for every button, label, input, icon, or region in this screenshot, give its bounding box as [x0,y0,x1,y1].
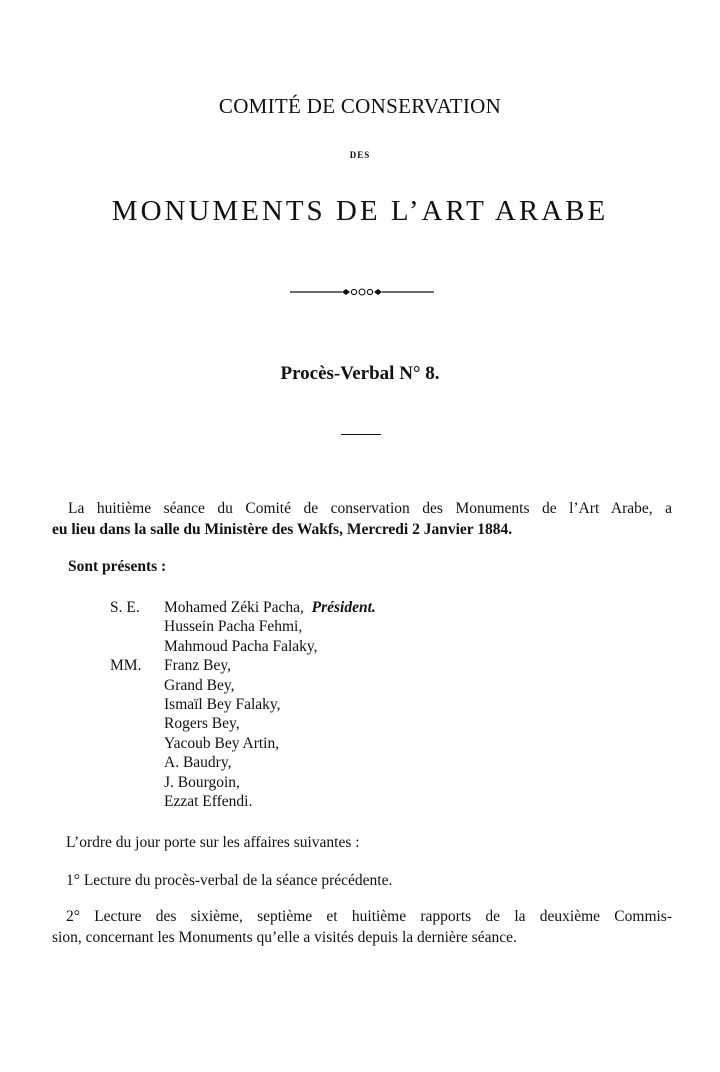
committee-title-line2: DES [349,150,371,160]
member-title [110,714,164,733]
agenda-item-2-line-1: 2° Lecture des sixième, septième et huitième rapports de la deuxième Commis- [66,908,672,925]
member-row [110,637,376,656]
member-row [110,792,376,811]
member-title: MM. [110,657,142,675]
intro-line-2: eu lieu dans la salle du Ministère des Wakfs, Mercredi 2 Janvier 1884. [52,521,513,538]
member-title [110,773,164,792]
member-row [110,617,376,636]
agenda-item-2-line-2: sion, concernant les Monuments qu’elle a visités depuis la dernière séance. [52,929,517,946]
member-name: Mahmoud Pacha Falaky, [164,637,318,655]
agenda-intro: L’ordre du jour porte sur les affaires suivantes : [66,834,360,851]
member-title [110,617,164,636]
agenda-item-2 [52,906,672,948]
member-name: Rogers Bey, [164,715,240,733]
agenda-item-1: 1° Lecture du procès-verbal de la séance précédente. [66,872,393,889]
member-row [110,753,376,772]
member-name: Mohamed Zéki Pacha, Président. [164,599,376,616]
member-title [110,637,164,656]
member-row [110,714,376,733]
present-label: Sont présents : [68,558,167,575]
member-title [110,734,164,753]
ornament-divider [290,286,434,298]
member-name: Ismaïl Bey Falaky, [164,696,281,714]
member-title [110,676,164,695]
member-row [110,676,376,695]
member-name: Franz Bey, [164,657,232,675]
intro-paragraph [52,498,672,540]
member-row [110,598,376,617]
member-name: Yacoub Bey Artin, [164,734,280,752]
member-name: Grand Bey, [164,676,235,694]
member-row [110,656,376,675]
short-divider [341,434,381,435]
member-row [110,695,376,714]
member-row [110,734,376,753]
member-role: Président. [311,599,376,616]
member-name: A. Baudry, [164,754,232,772]
member-name: J. Bourgoin, [164,773,240,791]
intro-line-1: La huitième séance du Comité de conservation des Monuments de l’Art Arabe, a [68,500,672,517]
committee-title-line3: MONUMENTS DE L’ART ARABE [111,195,609,227]
committee-title-line1: COMITÉ DE CONSERVATION [218,94,502,118]
member-name: Ezzat Effendi. [164,793,253,811]
members-list [110,598,376,811]
proces-verbal-heading: Procès-Verbal N° 8. [280,363,440,384]
member-row [110,773,376,792]
member-title [110,695,164,714]
member-title [110,753,164,772]
member-title [110,792,164,811]
member-name: Hussein Pacha Fehmi, [164,618,303,636]
member-title: S. E. [110,599,140,616]
